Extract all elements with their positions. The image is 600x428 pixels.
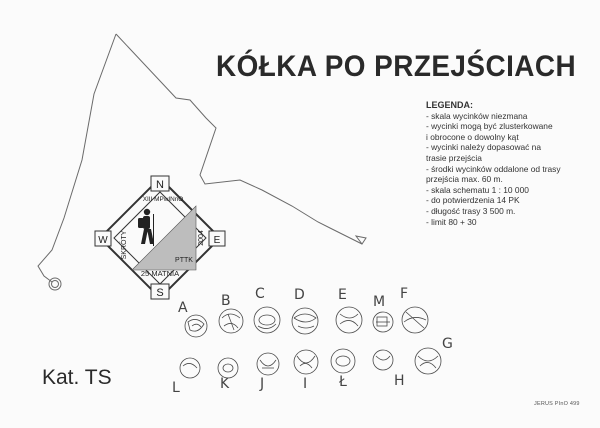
fragment-label-d: D <box>294 287 305 303</box>
fragment-label-l-stroke: Ł <box>339 374 347 390</box>
fragment-label-l: L <box>172 380 180 396</box>
fragment-b <box>219 309 243 333</box>
fragment-label-g: G <box>442 336 453 352</box>
fragment-label-h: H <box>394 373 405 389</box>
legend <box>426 100 598 227</box>
fragment-label-k: K <box>220 376 230 392</box>
fragment-i <box>294 350 318 374</box>
legend-line: - wycinki mogą być zlusterkowane <box>426 121 553 132</box>
legend-line: - do potwierdzenia 14 PK <box>426 195 520 206</box>
fragment-label-j: J <box>260 376 265 392</box>
fragment-e <box>336 307 362 333</box>
fragment-c <box>254 307 280 333</box>
fragment-label-b: B <box>221 293 231 309</box>
legend-line: przejścia max. 60 m. <box>426 174 503 185</box>
fragment-label-i: I <box>303 376 308 392</box>
fragment-label-c: C <box>255 286 265 302</box>
category-label: Kat. TS <box>42 366 112 389</box>
fragment-l-stroke <box>331 349 355 373</box>
emblem-org-label: PTTK <box>175 257 193 264</box>
emblem-date-label: 25 MATNIA <box>140 269 180 278</box>
legend-line: - limit 80 + 30 <box>426 216 477 227</box>
legend-line: i obrocone o dowolny kąt <box>426 131 519 142</box>
footer-credit: JERUS PInO 499 <box>534 401 580 407</box>
legend-line: - skala wycinków niezmana <box>426 110 528 121</box>
emblem-left-label: SKRÓTY <box>121 230 128 260</box>
legend-line: - środki wycinków oddalone od trasy <box>426 163 561 174</box>
fragment-l <box>180 358 200 378</box>
fragment-m <box>373 312 393 332</box>
page-title: KÓŁKA PO PRZEJŚCIACH <box>216 50 577 83</box>
emblem-west-label: W <box>98 235 108 246</box>
legend-heading: LEGENDA: <box>426 100 473 110</box>
fragment-k <box>218 358 238 378</box>
fragment-d <box>292 308 318 334</box>
emblem-south-label: S <box>156 287 164 299</box>
fragment-a <box>185 315 207 337</box>
emblem-event-label: XIII MPwINnO <box>142 196 184 203</box>
legend-line: - skala schematu 1 : 10 000 <box>426 184 529 195</box>
map-fragments <box>180 307 441 378</box>
fragment-f <box>402 307 428 333</box>
fragment-label-a: A <box>178 300 188 316</box>
event-emblem <box>95 176 225 299</box>
legend-line: - długość trasy 3 500 m. <box>426 205 516 216</box>
legend-line: trasie przejścia <box>426 152 482 163</box>
emblem-east-label: E <box>213 235 221 246</box>
emblem-right-label: 2004 <box>198 230 205 246</box>
fragment-label-f: F <box>400 286 409 302</box>
fragment-j <box>257 353 279 375</box>
fragment-label-m: M <box>373 294 386 310</box>
fragment-label-e: E <box>338 287 347 303</box>
fragment-g <box>415 348 441 374</box>
emblem-north-label: N <box>156 179 164 191</box>
legend-line: - wycinki należy dopasować na <box>426 142 541 153</box>
fragment-h <box>373 350 393 370</box>
